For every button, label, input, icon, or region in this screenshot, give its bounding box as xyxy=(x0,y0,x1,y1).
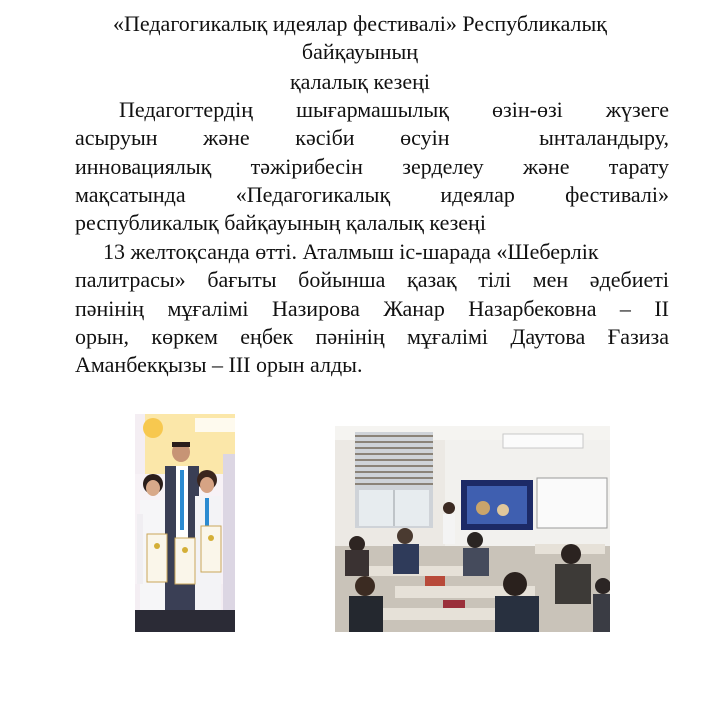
word: инновациялық xyxy=(75,153,212,179)
classroom-illustration xyxy=(335,426,610,632)
word: фестивалі» xyxy=(565,181,669,207)
word: кәсіби xyxy=(295,125,355,151)
page-title-line-3: қалалық кезеңі xyxy=(289,69,431,94)
paragraph-results xyxy=(75,238,669,379)
page-title-line-1: «Педагогикалық идеялар фестивалі» Республикалық xyxy=(113,11,607,36)
word: ынталандыру, xyxy=(539,125,669,151)
word: және xyxy=(522,153,570,179)
paragraph-intro-line-2 xyxy=(75,124,669,152)
paragraph-results-line-1: 13 желтоқсанда өтті. Аталмыш іс-шарада «Шеберлік xyxy=(103,239,599,264)
word: мақсатында xyxy=(75,181,186,207)
paragraph-intro-line-1 xyxy=(75,96,669,124)
paragraph-results-line-3: пәнінің мұғалімі Назирова Жанар Назарбековна – ІІ xyxy=(75,295,669,321)
word: зерделеу xyxy=(402,153,484,179)
word: «Педагогикалық xyxy=(235,181,391,207)
word: өсуін xyxy=(400,125,450,151)
paragraph-intro-line-3 xyxy=(75,153,669,181)
paragraph-intro-line-5: республикалық байқауының қалалық кезеңі xyxy=(75,210,486,236)
word: тарату xyxy=(608,153,669,179)
word: асыруын xyxy=(75,125,158,151)
paragraph-results-line-5: Аманбекқызы – ІІІ орын алды. xyxy=(75,352,363,378)
page-title-line-2: байқауының xyxy=(301,39,419,64)
word: шығармашылық xyxy=(296,97,449,122)
award-ceremony-illustration xyxy=(135,414,235,632)
paragraph-intro xyxy=(75,96,669,237)
word: тәжірибесін xyxy=(250,153,363,179)
word: Педагогтердің xyxy=(119,97,253,122)
paragraph-results-line-4: орын, көркем еңбек пәнінің мұғалімі Даутова Ғазиза xyxy=(75,323,669,349)
word: идеялар xyxy=(440,181,515,207)
word: өзін-өзі xyxy=(492,97,563,122)
paragraph-results-line-2: палитрасы» бағыты бойынша қазақ тілі мен әдебиеті xyxy=(75,267,669,293)
award-ceremony-photo xyxy=(135,414,235,632)
word: және xyxy=(203,125,250,151)
word: жүзеге xyxy=(605,97,669,122)
classroom-presentation-photo xyxy=(335,426,610,632)
paragraph-intro-line-4 xyxy=(75,181,669,209)
